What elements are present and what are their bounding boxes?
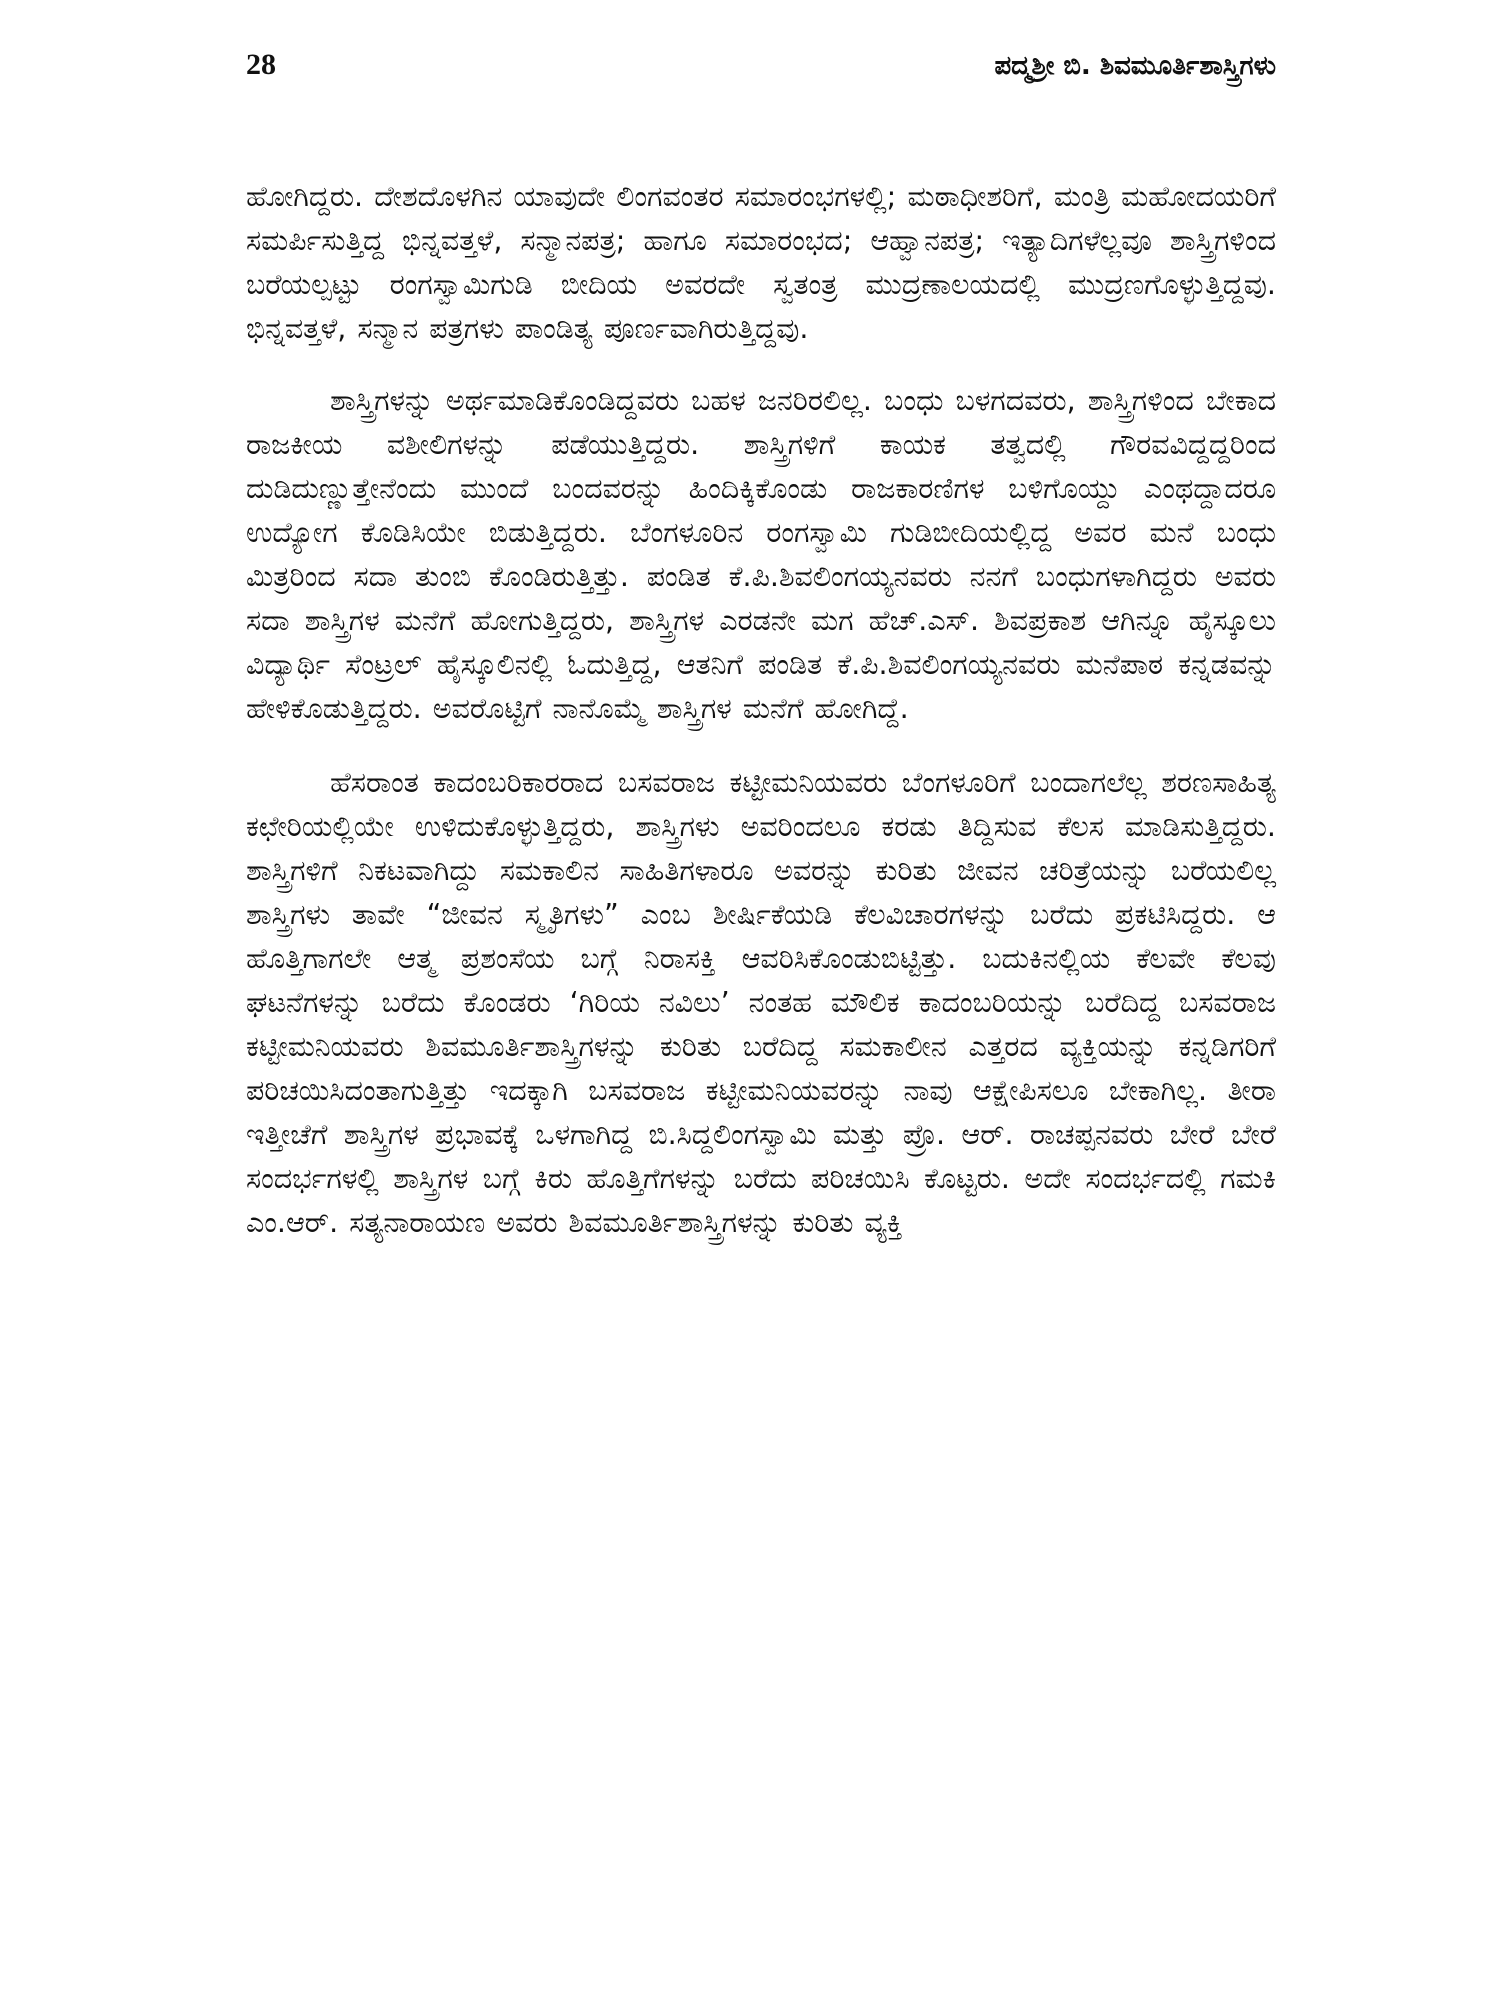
paragraph: ಶಾಸ್ತ್ರಿಗಳನ್ನು ಅರ್ಥಮಾಡಿಕೊಂಡಿದ್ದವರು ಬಹಳ ಜನರಿರಲಿಲ್ಲ. ಬಂಧು ಬಳಗದವರು, ಶಾಸ್ತ್ರಿಗಳಿಂದ ಬೇಕಾದ ರಾಜಕೀಯ ವಶೀಲಿಗಳನ್ನು ಪಡೆಯುತ್ತಿದ್ದರು. ಶಾಸ್ತ್ರಿಗಳಿಗೆ ಕಾಯಕ ತತ್ವದಲ್ಲಿ ಗೌರವವಿದ್ದದ್ದರಿಂದ ದುಡಿದುಣ್ಣುತ್ತೇನೆಂದು ಮುಂದೆ ಬಂದವರನ್ನು ಹಿಂದಿಕ್ಕಿಕೊಂಡು ರಾಜಕಾರಣಿಗಳ ಬಳಿಗೊಯ್ದು ಎಂಥದ್ದಾದರೂ ಉದ್ಯೋಗ ಕೊಡಿಸಿಯೇ ಬಿಡುತ್ತಿದ್ದರು. ಬೆಂಗಳೂರಿನ ರಂಗಸ್ವಾಮಿ ಗುಡಿಬೀದಿಯಲ್ಲಿದ್ದ ಅವರ ಮನೆ ಬಂಧು ಮಿತ್ರರಿಂದ ಸದಾ ತುಂಬಿ ಕೊಂಡಿರುತ್ತಿತ್ತು. ಪಂಡಿತ ಕೆ.ಪಿ.ಶಿವಲಿಂಗಯ್ಯನವರು ನನಗೆ ಬಂಧುಗಳಾಗಿದ್ದರು ಅವರು ಸದಾ ಶಾಸ್ತ್ರಿಗಳ ಮನೆಗೆ ಹೋಗುತ್ತಿದ್ದರು, ಶಾಸ್ತ್ರಿಗಳ ಎರಡನೇ ಮಗ ಹೆಚ್.ಎಸ್. ಶಿವಪ್ರಕಾಶ ಆಗಿನ್ನೂ ಹೈಸ್ಕೂಲು ವಿದ್ಯಾರ್ಥಿ ಸೆಂಟ್ರಲ್ ಹೈಸ್ಕೂಲಿನಲ್ಲಿ ಓದುತ್ತಿದ್ದ, ಆತನಿಗೆ ಪಂಡಿತ ಕೆ.ಪಿ.ಶಿವಲಿಂಗಯ್ಯನವರು ಮನೆಪಾಠ ಕನ್ನಡವನ್ನು ಹೇಳಿಕೊಡುತ್ತಿದ್ದರು. ಅವರೊಟ್ಟಿಗೆ ನಾನೊಮ್ಮೆ ಶಾಸ್ತ್ರಿಗಳ ಮನೆಗೆ ಹೋಗಿದ್ದೆ. bbox=[246, 384, 1276, 725]
body-text bbox=[246, 175, 1276, 1245]
page-number: 28 bbox=[246, 48, 276, 81]
running-title: ಪದ್ಮಶ್ರೀ ಬಿ. ಶಿವಮೂರ್ತಿಶಾಸ್ತ್ರಿಗಳು bbox=[994, 51, 1276, 81]
paragraph: ಹೆಸರಾಂತ ಕಾದಂಬರಿಕಾರರಾದ ಬಸವರಾಜ ಕಟ್ಟೀಮನಿಯವರು ಬೆಂಗಳೂರಿಗೆ ಬಂದಾಗಲೆಲ್ಲ ಶರಣಸಾಹಿತ್ಯ ಕಛೇರಿಯಲ್ಲಿಯೇ ಉಳಿದುಕೊಳ್ಳುತ್ತಿದ್ದರು, ಶಾಸ್ತ್ರಿಗಳು ಅವರಿಂದಲೂ ಕರಡು ತಿದ್ದಿಸುವ ಕೆಲಸ ಮಾಡಿಸುತ್ತಿದ್ದರು. ಶಾಸ್ತ್ರಿಗಳಿಗೆ ನಿಕಟವಾಗಿದ್ದು ಸಮಕಾಲಿನ ಸಾಹಿತಿಗಳಾರೂ ಅವರನ್ನು ಕುರಿತು ಜೀವನ ಚರಿತ್ರೆಯನ್ನು ಬರೆಯಲಿಲ್ಲ ಶಾಸ್ತ್ರಿಗಳು ತಾವೇ “ಜೀವನ ಸ್ಮೃತಿಗಳು” ಎಂಬ ಶೀರ್ಷಿಕೆಯಡಿ ಕೆಲವಿಚಾರಗಳನ್ನು ಬರೆದು ಪ್ರಕಟಿಸಿದ್ದರು. ಆ ಹೊತ್ತಿಗಾಗಲೇ ಆತ್ಮ ಪ್ರಶಂಸೆಯ ಬಗ್ಗೆ ನಿರಾಸಕ್ತಿ ಆವರಿಸಿಕೊಂಡುಬಿಟ್ಟಿತ್ತು. ಬದುಕಿನಲ್ಲಿಯ ಕೆಲವೇ ಕೆಲವು ಘಟನೆಗಳನ್ನು ಬರೆದು ಕೊಂಡರು ‘ಗಿರಿಯ ನವಿಲು’ ನಂತಹ ಮೌಲಿಕ ಕಾದಂಬರಿಯನ್ನು ಬರೆದಿದ್ದ ಬಸವರಾಜ ಕಟ್ಟೀಮನಿಯವರು ಶಿವಮೂರ್ತಿಶಾಸ್ತ್ರಿಗಳನ್ನು ಕುರಿತು ಬರೆದಿದ್ದ ಸಮಕಾಲೀನ ಎತ್ತರದ ವ್ಯಕ್ತಿಯನ್ನು ಕನ್ನಡಿಗರಿಗೆ ಪರಿಚಯಿಸಿದಂತಾಗುತ್ತಿತ್ತು ಇದಕ್ಕಾಗಿ ಬಸವರಾಜ ಕಟ್ಟೀಮನಿಯವರನ್ನು ನಾವು ಆಕ್ಷೇಪಿಸಲೂ ಬೇಕಾಗಿಲ್ಲ. ತೀರಾ ಇತ್ತೀಚೆಗೆ ಶಾಸ್ತ್ರಿಗಳ ಪ್ರಭಾವಕ್ಕೆ ಒಳಗಾಗಿದ್ದ ಬಿ.ಸಿದ್ದಲಿಂಗಸ್ವಾಮಿ ಮತ್ತು ಪ್ರೊ. ಆರ್. ರಾಚಪ್ಪನವರು ಬೇರೆ ಬೇರೆ ಸಂದರ್ಭಗಳಲ್ಲಿ ಶಾಸ್ತ್ರಿಗಳ ಬಗ್ಗೆ ಕಿರು ಹೊತ್ತಿಗೆಗಳನ್ನು ಬರೆದು ಪರಿಚಯಿಸಿ ಕೊಟ್ಟರು. ಅದೇ ಸಂದರ್ಭದಲ್ಲಿ ಗಮಕಿ ಎಂ.ಆರ್. ಸತ್ಯನಾರಾಯಣ ಅವರು ಶಿವಮೂರ್ತಿಶಾಸ್ತ್ರಿಗಳನ್ನು ಕುರಿತು ವ್ಯಕ್ತಿ bbox=[246, 766, 1276, 1239]
paragraph-continuation: ಹೋಗಿದ್ದರು. ದೇಶದೊಳಗಿನ ಯಾವುದೇ ಲಿಂಗವಂತರ ಸಮಾರಂಭಗಳಲ್ಲಿ; ಮಠಾಧೀಶರಿಗೆ, ಮಂತ್ರಿ ಮಹೋದಯರಿಗೆ ಸಮರ್ಪಿಸುತ್ತಿದ್ದ ಭಿನ್ನವತ್ತಳೆ, ಸನ್ಮಾನಪತ್ರ; ಹಾಗೂ ಸಮಾರಂಭದ; ಆಹ್ವಾನಪತ್ರ; ಇತ್ಯಾದಿಗಳೆಲ್ಲವೂ ಶಾಸ್ತ್ರಿಗಳಿಂದ ಬರೆಯಲ್ಪಟ್ಟು ರಂಗಸ್ವಾಮಿಗುಡಿ ಬೀದಿಯ ಅವರದೇ ಸ್ವತಂತ್ರ ಮುದ್ರಣಾಲಯದಲ್ಲಿ ಮುದ್ರಣಗೊಳ್ಳುತ್ತಿದ್ದವು. ಭಿನ್ನವತ್ತಳೆ, ಸನ್ಮಾನ ಪತ್ರಗಳು ಪಾಂಡಿತ್ಯ ಪೂರ್ಣವಾಗಿರುತ್ತಿದ್ದವು. bbox=[246, 180, 1276, 345]
page-header bbox=[246, 48, 1276, 96]
